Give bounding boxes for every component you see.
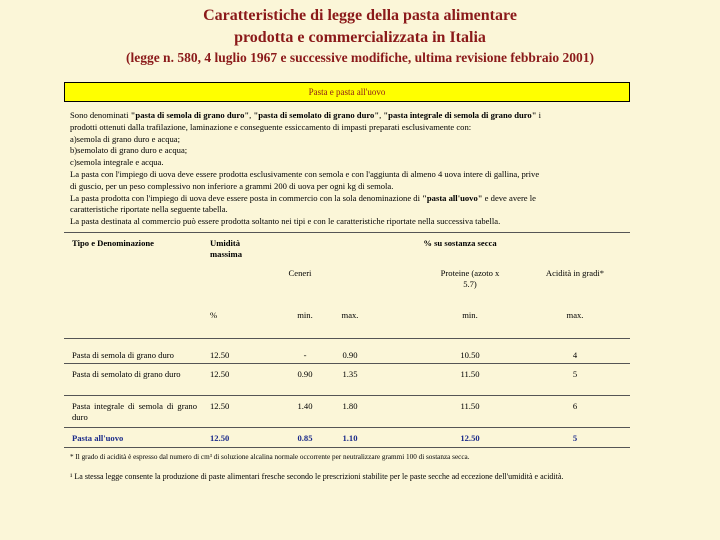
description-line: La pasta destinata al commercio può essere prodotta soltanto nei tipi e con le caratteristiche riportate nella successiva tabella. — [70, 216, 501, 227]
row3-umidita: 12.50 — [210, 401, 230, 411]
description-line: a)semola di grano duro e acqua; — [70, 133, 181, 144]
title-line-2: prodotta e commercializzata in Italia — [234, 29, 486, 46]
bold-term: "pasta di semola di grano duro" — [130, 110, 250, 120]
header-proteine: Proteine (azoto x 5.7) — [440, 268, 500, 289]
row3-acidita-max: 6 — [572, 401, 578, 411]
description-line: La pasta con l'impiego di uova deve essere prodotta esclusivamente con semola e con l'aggiunta di almeno 4 uova intere di gallina, prive — [70, 168, 540, 179]
table-header-rule — [64, 338, 630, 339]
title-line-1: Caratteristiche di legge della pasta alimentare — [203, 7, 517, 24]
header-max-acidita: max. — [566, 310, 584, 320]
row1-acidita-max: 4 — [572, 350, 578, 360]
row1-tipo: Pasta di semola di grano duro — [72, 350, 174, 360]
header-max-ceneri: max. — [341, 310, 359, 320]
description-line: prodotti ottenuti dalla trafilazione, laminazione e conseguente essiccamento di impasti preparati esclusivamente con: — [70, 121, 472, 132]
row1-umidita: 12.50 — [210, 350, 230, 360]
bold-term: "pasta di semolato di grano duro" — [253, 110, 380, 120]
row2-tipo: Pasta di semolato di grano duro — [72, 369, 181, 379]
row3-ceneri-min: 1.40 — [297, 401, 313, 411]
bold-term: "pasta all'uovo" — [422, 192, 483, 203]
text-span: La pasta prodotta con l'impiego di uova deve essere posta in commercio con la sola denominazione di — [70, 192, 423, 203]
header-min-proteine: min. — [462, 310, 478, 320]
row4-acidita-max: 5 — [572, 433, 578, 443]
footnote-fresh-pasta: ¹ La stessa legge consente la produzione di paste alimentari fresche secondo le prescrizioni stabilite per le paste secche ad eccezione dell'umidità e acidità. — [70, 472, 564, 481]
row2-ceneri-min: 0.90 — [297, 369, 313, 379]
table-top-rule — [64, 232, 630, 233]
row4-tipo: Pasta all'uovo — [72, 433, 124, 443]
row-rule — [64, 427, 630, 428]
row-rule — [64, 395, 630, 396]
description-line: di guscio, per un peso complessivo non inferiore a grammi 200 di uova per ogni kg di semola. — [70, 180, 394, 191]
description-block — [70, 110, 630, 228]
row1-ceneri-min: - — [303, 350, 307, 360]
footnote-acidity: * Il grado di acidità è espresso dal numero di cm³ di soluzione alcalina normale occorrente per neutralizzare grammi 100 di sostanza secca. — [70, 453, 470, 461]
row1-ceneri-max: 0.90 — [342, 350, 358, 360]
text-span: e deve avere le — [482, 192, 536, 203]
header-acidita: Acidità in gradi* — [545, 268, 605, 278]
header-min-ceneri: min. — [297, 310, 313, 320]
bold-term: "pasta integrale di semola di grano duro" — [383, 110, 537, 120]
row2-acidita-max: 5 — [572, 369, 578, 379]
row2-proteine-min: 11.50 — [460, 369, 480, 379]
row4-ceneri-min: 0.85 — [297, 433, 313, 443]
row-rule — [64, 363, 630, 364]
text-span: , — [249, 110, 254, 120]
subtitle: (legge n. 580, 4 luglio 1967 e successive modifiche, ultima revisione febbraio 2001) — [125, 50, 595, 65]
text-span: i — [536, 110, 542, 120]
text-span: Sono denominati — [70, 110, 131, 120]
table-bottom-rule — [64, 447, 630, 448]
row3-tipo: Pasta integrale di semola di grano duro — [72, 401, 197, 422]
text-span: , — [379, 110, 384, 120]
section-banner: Pasta e pasta all'uovo — [64, 82, 630, 102]
description-line — [70, 193, 630, 205]
row1-proteine-min: 10.50 — [460, 350, 480, 360]
header-umidita: Umidità massima — [210, 238, 242, 259]
header-sostanza: % su sostanza secca — [423, 238, 497, 248]
row2-umidita: 12.50 — [210, 369, 230, 379]
header-tipo: Tipo e Denominazione — [72, 238, 154, 248]
row4-umidita: 12.50 — [210, 433, 230, 443]
description-line: b)semolato di grano duro e acqua; — [70, 145, 188, 156]
description-line: c)semola integrale e acqua. — [70, 157, 164, 168]
row3-ceneri-max: 1.80 — [342, 401, 358, 411]
row4-proteine-min: 12.50 — [460, 433, 480, 443]
row2-ceneri-max: 1.35 — [342, 369, 358, 379]
row4-ceneri-max: 1.10 — [342, 433, 358, 443]
description-line — [70, 110, 630, 122]
header-pct: % — [210, 310, 218, 320]
header-ceneri: Ceneri — [288, 268, 312, 278]
description-line: caratteristiche riportate nella seguente tabella. — [70, 204, 228, 215]
row3-proteine-min: 11.50 — [460, 401, 480, 411]
